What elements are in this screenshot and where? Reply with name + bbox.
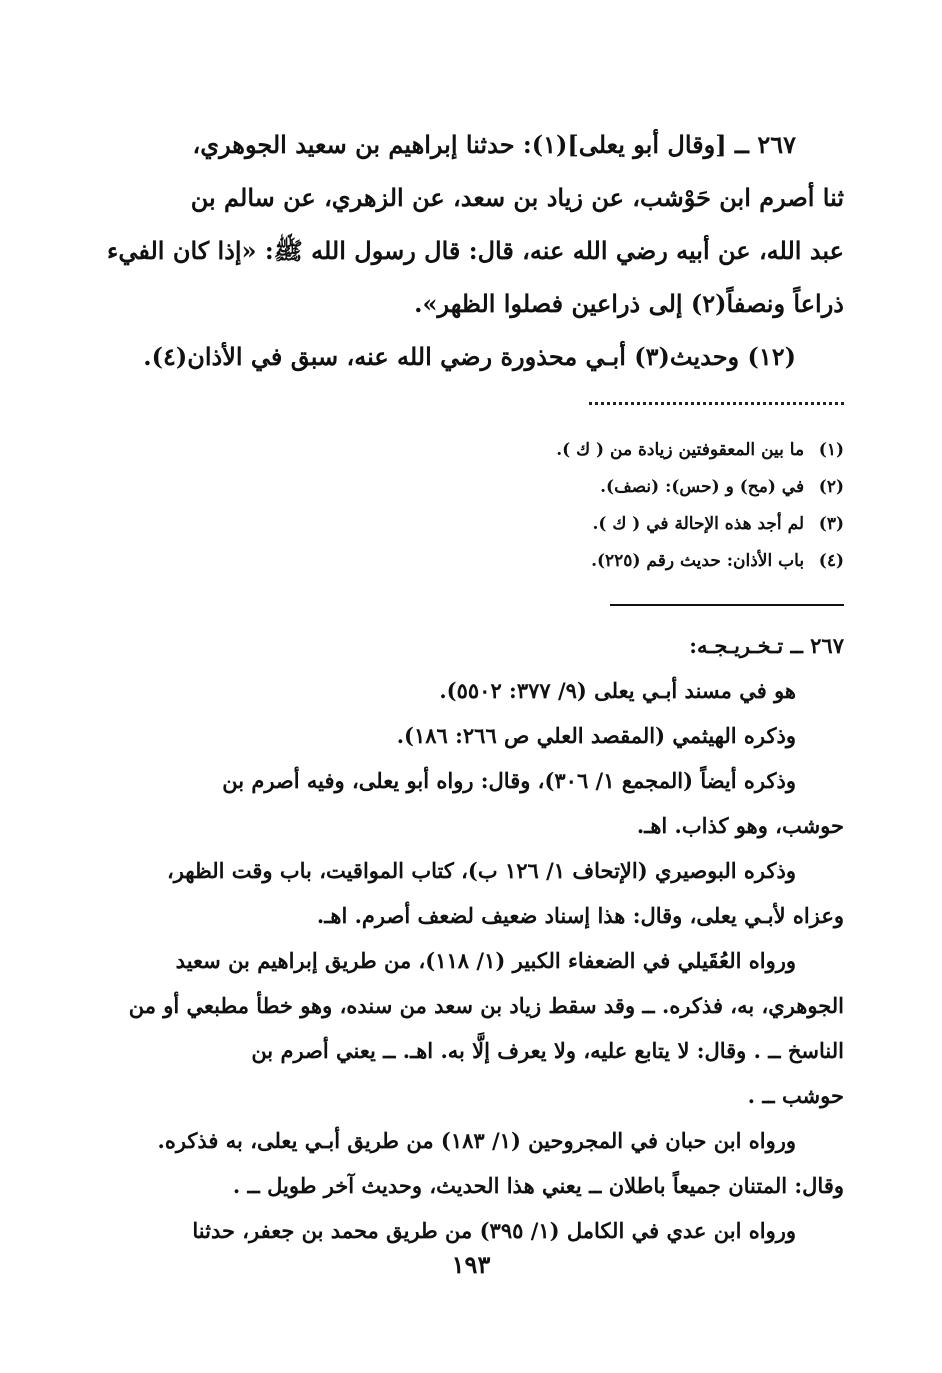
- takhrij-line: الجوهري، به، فذكره. ــ وقد سقط زياد بن سعد من سنده، وهو خطأ مطبعي أو من: [128, 993, 844, 1018]
- footnote-text: ما بين المعقوفتين زيادة من ( ك ).: [556, 440, 805, 460]
- takhrij-heading: ٢٦٧ ــ تـخـريـجـه:: [689, 633, 844, 658]
- takhrij-line: الناسخ ــ . وقال: لا يتابع عليه، ولا يعرف إلَّا به. اهـ. ــ يعني أصرم بن: [251, 1038, 844, 1063]
- takhrij-line: وذكره أيضاً (المجمع ١/ ٣٠٦)، وقال: رواه أبو يعلى، وفيه أصرم بن: [222, 768, 796, 793]
- takhrij-section: [99, 623, 844, 1253]
- hadith-267-line-1: ٢٦٧ ــ [وقال أبو يعلى](١): حدثنا إبراهيم بن سعيد الجوهري،: [192, 130, 796, 159]
- hadith-267-line-3: عبد الله، عن أبيه رضي الله عنه، قال: قال رسول الله ﷺ: «إذا كان الفيء: [107, 236, 844, 265]
- hadith-12-line: (١٢) وحديث(٣) أبـي محذورة رضي الله عنه، سبق في الأذان(٤).: [143, 342, 796, 371]
- footnote-number: (١): [818, 440, 844, 460]
- hadith-267-line-2: ثنا أصرم ابن حَوْشب، عن زياد بن سعد، عن الزهري، عن سالم بن: [190, 183, 844, 212]
- takhrij-line: وقال: المتنان جميعاً باطلان ــ يعني هذا الحديث، وحديث آخر طويل ــ .: [232, 1173, 844, 1198]
- takhrij-line: هو في مسند أبـي يعلى (٩/ ٣٧٧: ٥٥٠٢).: [439, 678, 796, 703]
- page-number: ١٩٣: [451, 1250, 491, 1279]
- footnote: [99, 432, 844, 469]
- footnote-text: في (مح) و (حس): (نصف).: [600, 477, 805, 497]
- footnote: [99, 543, 844, 580]
- footnote-text: باب الأذان: حديث رقم (٢٢٥).: [591, 551, 805, 571]
- footnote-number: (٤): [818, 551, 844, 571]
- takhrij-line: وذكره البوصيري (الإتحاف ١/ ١٢٦ ب)، كتاب المواقيت، باب وقت الظهر،: [166, 858, 796, 883]
- footnote-separator-dots: [589, 402, 844, 409]
- takhrij-line: حوشب، وهو كذاب. اهـ.: [636, 813, 844, 838]
- takhrij-line: ورواه العُقَيلي في الضعفاء الكبير (١/ ١١٨)، من طريق إبراهيم بن سعيد: [175, 948, 796, 973]
- footnote: [99, 469, 844, 506]
- footnote-number: (٣): [818, 514, 844, 534]
- footnote-number: (٢): [818, 477, 844, 497]
- footnote-text: لم أجد هذه الإحالة في ( ك ).: [592, 514, 805, 534]
- main-text: [99, 118, 844, 383]
- takhrij-line: ورواه ابن حبان في المجروحين (١/ ١٨٣) من طريق أبـي يعلى، به فذكره.: [157, 1128, 796, 1153]
- footnotes: [99, 432, 844, 580]
- hadith-267-line-4: ذراعاً ونصفاً(٢) إلى ذراعين فصلوا الظهر».: [414, 289, 844, 318]
- footnote: [99, 506, 844, 543]
- takhrij-line: ورواه ابن عدي في الكامل (١/ ٣٩٥) من طريق محمد بن جعفر، حدثنا: [192, 1218, 796, 1243]
- takhrij-line: حوشب ــ .: [747, 1083, 844, 1108]
- takhrij-line: وذكره الهيثمي (المقصد العلي ص ٢٦٦: ١٨٦).: [396, 723, 796, 748]
- section-divider: [610, 604, 844, 606]
- takhrij-line: وعزاه لأبـي يعلى، وقال: هذا إسناد ضعيف لضعف أصرم. اهـ.: [316, 903, 844, 928]
